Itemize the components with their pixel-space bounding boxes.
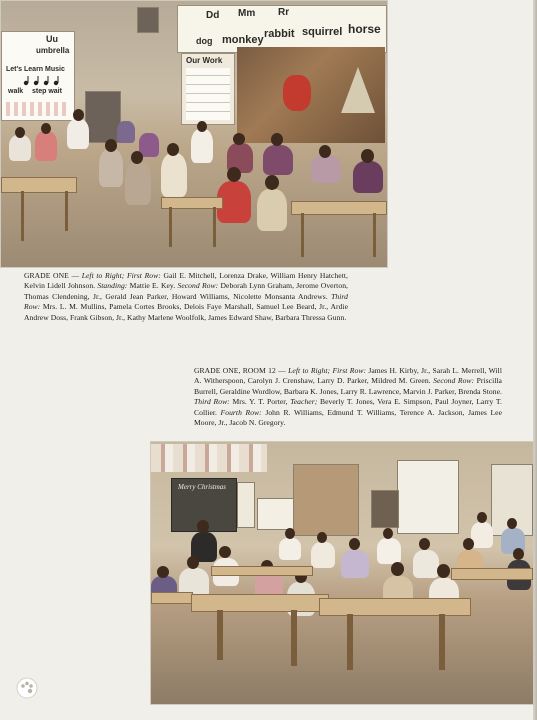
desk xyxy=(151,592,193,604)
banner-word-rabbit: rabbit xyxy=(264,28,295,40)
door xyxy=(85,91,121,143)
caption-grade-one-room-12 xyxy=(194,366,502,428)
chart-word-step-wait: step wait xyxy=(32,88,62,95)
cabinet xyxy=(293,464,359,536)
caption-text: — Left to Right; First Row: Gail E. Mitchell, Lorenza Drake, William Henry Hatchett, Kelvin Lidell Johnson. Standing: Mattie E. Key. Second Row: Deborah Lynn Graham, Jerome Overton, Thomas Clendening, Jr., Gerald Jean Parker, Howard Williams, Nicolette Monsanta Andrews. Third Row: Mrs. L. M. Mullins, Pamela Cortes Brooks, Delois Faye Marshall, Samuel Lee Beard, Jr., Ardie Andrew Doss, Frank Gibson, Jr., Kathy Marlene Woolfolk, James Edward Shaw, Barbara Thressa Gunn. xyxy=(24,271,348,322)
alphabet-banner xyxy=(177,5,387,53)
banner-word-squirrel: squirrel xyxy=(302,26,343,38)
banner-letter-mm: Mm xyxy=(238,8,256,19)
our-work-label: Our Work xyxy=(186,56,223,65)
bulletin-strip xyxy=(151,444,267,472)
word-chart-left xyxy=(1,31,75,121)
chart-word-umbrella: umbrella xyxy=(36,46,70,55)
banner-letter-rr: Rr xyxy=(278,7,290,18)
work-grid xyxy=(186,68,230,120)
banner-letter-dd: Dd xyxy=(206,10,220,21)
desk xyxy=(191,594,329,612)
chart-stripes xyxy=(6,102,70,116)
santa-mural xyxy=(237,47,385,143)
bookshelf xyxy=(371,490,399,528)
caption-lead: GRADE ONE, ROOM 12 xyxy=(194,366,276,375)
chart-word-lets-learn-music: Let's Learn Music xyxy=(6,66,65,73)
merry-christmas-text: Merry Christmas xyxy=(178,483,227,491)
mural-tree xyxy=(341,67,375,113)
caption-grade-one xyxy=(24,271,348,323)
banner-word-horse: horse xyxy=(348,22,381,36)
caption-lead: GRADE ONE xyxy=(24,271,69,280)
wall-chart xyxy=(237,482,255,528)
music-notes-icon xyxy=(22,76,62,86)
banner-word-dog: dog xyxy=(196,36,213,46)
wall-window xyxy=(137,7,159,33)
chart-word-walk: walk xyxy=(8,88,24,95)
chart-word-uu: Uu xyxy=(46,34,58,44)
desk xyxy=(211,566,313,576)
santa-figure xyxy=(283,75,311,111)
desk xyxy=(319,598,471,616)
class-photo-grade-one-room-12 xyxy=(150,441,534,705)
banner-word-monkey: monkey xyxy=(222,34,264,46)
class-photo-grade-one xyxy=(0,0,388,268)
our-work-board xyxy=(181,53,235,125)
window-right xyxy=(397,460,459,534)
caption-text: — Left to Right; First Row: James H. Kirby, Jr., Sarah L. Merrell, Will A. Witherspoon, Carolyn J. Crenshaw, Larry D. Parker, Mildred M. Green. Second Row: Priscilla Burrell, Geraldine Wordlow, Barbara K. Jones, Larry R. Lawrence, Marvin J. Parker, Brenda Stone. Third Row: Mrs. Y. T. Porter, Teacher; Beverly T. Jones, Vera E. Simpson, Paul Joyner, Larry T. Collier. Fourth Row: John R. Williams, Edmund T. Williams, Terence A. Jackson, James Lee Moore, Jr., Jacob N. Gregory. xyxy=(194,366,503,428)
desk xyxy=(451,568,533,580)
palette-icon xyxy=(16,677,38,699)
